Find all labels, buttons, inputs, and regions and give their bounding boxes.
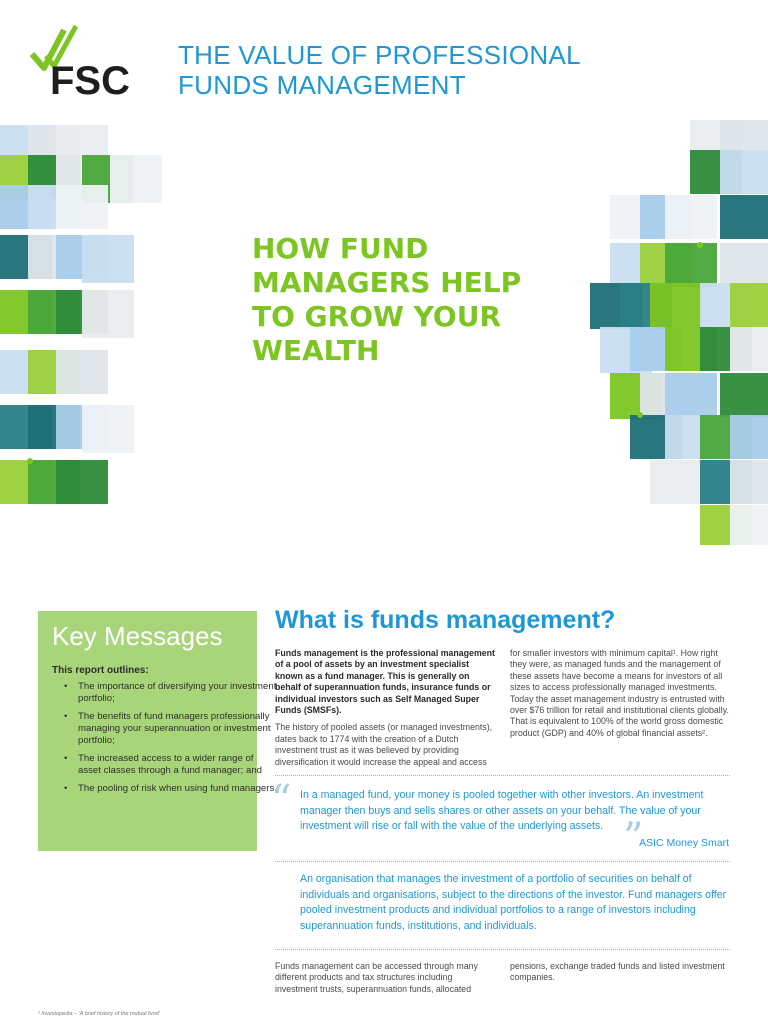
mosaic-tile [665,243,717,287]
dotted-divider [275,861,730,862]
hero-headline [252,232,572,368]
mosaic-tile [730,327,768,371]
quote-text: In a managed fund, your money is pooled together with other investors. An investment manager then buys and sells shares or other assets on your behalf. The value of your investment will rise or fall with the value of the underlying assets. [300,789,704,832]
bottom-right-text: pensions, exchange traded funds and listed investment companies. [510,961,725,983]
history-paragraph: The history of pooled assets (or managed investments), dates back to 1774 with the creation of a Dutch investment trust as it was believed by providing diversification it would increase the appeal and access [275,722,493,767]
footnote: ¹ Investopedia – 'A brief history of the mutual fund' [38,1011,160,1017]
mosaic-tile [720,243,768,287]
mosaic-node [637,412,643,418]
mosaic-tile [720,150,768,194]
mosaic-tile [56,185,108,229]
document-title [178,40,598,100]
headline-line: WEALTH [252,334,380,367]
key-messages-intro: This report outlines: [52,665,149,676]
mosaic-tile [665,195,717,239]
mosaic-tile [720,195,768,239]
quote-source: ASIC Money Smart [639,837,729,849]
right-column: for smaller investors with minimum capital¹. How right they were, as managed funds and the management of these assets have become a means for investors of all sizes to access professionally managed investments. Today the asset management industry is entrusted with over $76 trillion for retail and institutional clients globally. That is equivalent to 100% of the world gross domestic product (GDP) and 40% of global financial assets². [510,648,729,738]
mosaic-node [27,458,33,464]
mosaic-tile [82,290,134,338]
mosaic-node [697,242,703,248]
mosaic-tile [730,283,768,327]
mosaic-tile [665,373,717,417]
lead-paragraph: Funds management is the professional management of a pool of assets by an investment specialist known as a fund manager. This is generally on behalf of superannuation funds, insurance funds or individual investors such as Self Managed Super Funds (SMSFs). [275,648,495,716]
dotted-divider [275,949,730,950]
close-quote-icon: ” [623,815,644,861]
definition-text: An organisation that manages the investment of a portfolio of securities on behalf of individuals and organisations, subject to the directions of the investor. Fund managers offer pooled investment products and individual portfolios to a range of investors including superannuation funds, institutions, and individuals. [300,873,727,932]
bottom-left-text: Funds management can be accessed through many different products and tax structures including investment trusts, superannuation funds, allocated [275,961,478,994]
list-item: • The importance of diversifying your investment portfolio; [78,681,278,705]
open-quote-icon: “ [271,777,292,823]
title-line-1: THE VALUE OF PROFESSIONAL [178,40,581,70]
title-line-2: FUNDS MANAGEMENT [178,70,466,100]
mosaic-tile [82,235,134,283]
mosaic-tile [720,373,768,417]
mosaic-tile [650,283,702,327]
section-title: What is funds management? [275,606,616,634]
headline-line: HOW FUND [252,232,429,265]
list-item: • The benefits of fund managers professionally managing your superannuation or investment portfolio; [78,711,278,747]
key-messages-list [52,681,278,801]
key-messages-title: Key Messages [52,621,223,651]
mosaic-tile [56,350,108,394]
headline-line: MANAGERS HELP [252,266,522,299]
key-messages-box [38,611,277,851]
list-item: • The pooling of risk when using fund managers. [78,783,278,795]
list-item: • The increased access to a wider range of asset classes through a fund manager; and [78,753,278,777]
mosaic-tile [82,405,134,453]
headline-line: TO GROW YOUR [252,300,502,333]
logo-text: FSC [50,59,130,102]
mosaic-tile [650,460,702,504]
left-column [275,648,497,768]
mosaic-tile [110,155,162,203]
mosaic-tile [730,415,768,459]
mosaic-tile [730,460,768,504]
mosaic-tile [730,505,768,545]
fsc-logo [28,22,148,102]
mosaic-tile [56,460,108,504]
dotted-divider [275,775,730,776]
